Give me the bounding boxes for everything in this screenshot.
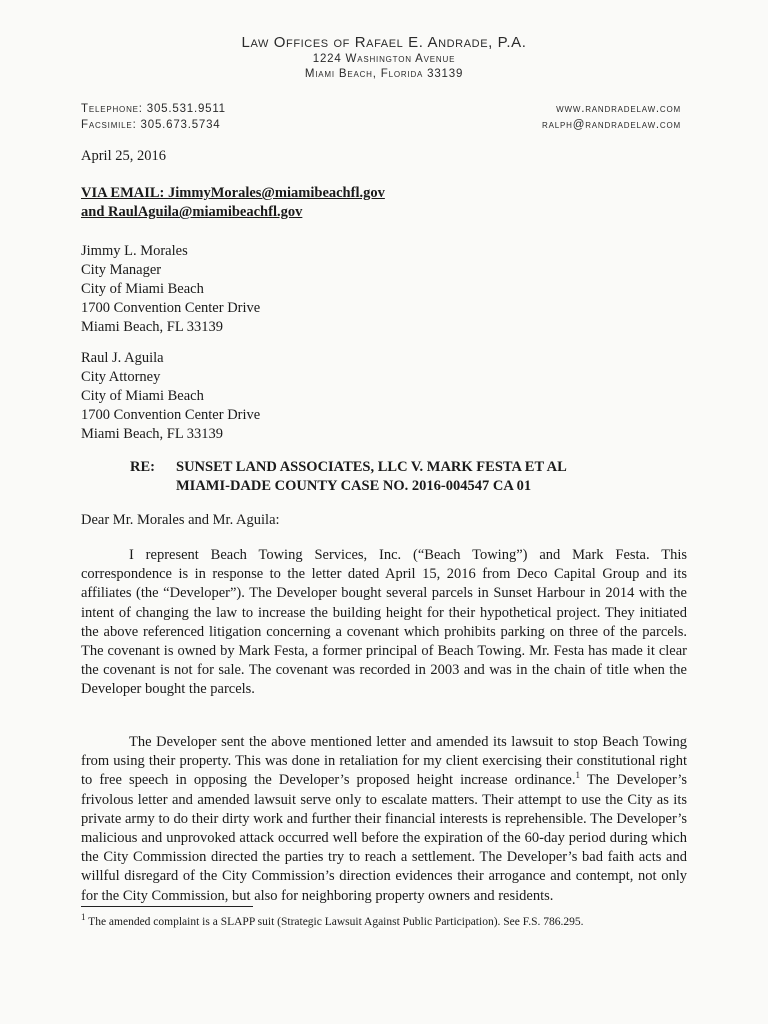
address-line: City Manager <box>81 262 162 278</box>
body-paragraph-1: I represent Beach Towing Services, Inc. (“Beach Towing”) and Mark Festa. This correspondence is in response to the letter dated April 15, 2016 from Deco Capital Group and its affiliates (the “Developer”). The Developer bought several parcels in Sunset Harbour in 2014 with the intent of changing the law to increase the building height for their hypothetical project. They initiated the above referenced litigation concerning a covenant which prohibits parking on three of the parcels. The covenant is owned by Mark Festa, a former principal of Beach Towing. Mr. Festa has made it clear the covenant is not for sale. The covenant was recorded in 2003 and was in the chain of title when the Developer bought the parcels. <box>81 547 687 698</box>
via-line-2: and RaulAguila@miamibeachfl.gov <box>81 204 303 220</box>
footnote-divider <box>81 906 253 907</box>
firm-email: ralph@randradelaw.com <box>542 119 681 131</box>
salutation: Dear Mr. Morales and Mr. Aguila: <box>81 512 280 528</box>
footnote-text: The amended complaint is a SLAPP suit (Strategic Lawsuit Against Public Participation). See F.S. 786.295. <box>85 916 584 928</box>
telephone: Telephone: 305.531.9511 <box>81 103 226 115</box>
footnote-ref: 1 <box>575 770 580 781</box>
letterhead <box>0 34 768 82</box>
via-email <box>81 184 385 222</box>
address-line: Jimmy L. Morales <box>81 243 188 259</box>
address-line: City of Miami Beach <box>81 281 204 297</box>
footnote-mark: 1 <box>81 912 86 923</box>
address-line: Miami Beach, FL 33139 <box>81 319 224 335</box>
letter-date: April 25, 2016 <box>81 148 166 164</box>
re-case-title: SUNSET LAND ASSOCIATES, LLC V. MARK FESTA ET AL <box>176 459 567 475</box>
facsimile: Facsimile: 305.673.5734 <box>81 119 221 131</box>
recipient-address-1 <box>81 242 260 337</box>
address-line: City of Miami Beach <box>81 388 204 404</box>
footnote <box>81 912 584 928</box>
via-line-1: VIA EMAIL: JimmyMorales@miamibeachfl.gov <box>81 185 385 201</box>
address-line: Raul J. Aguila <box>81 350 164 366</box>
re-label: RE: <box>130 459 155 475</box>
address-line: City Attorney <box>81 369 161 385</box>
address-line: Miami Beach, FL 33139 <box>81 426 224 442</box>
website: www.randradelaw.com <box>556 103 681 115</box>
firm-street: 1224 Washington Avenue <box>312 53 456 65</box>
phone-fax-block <box>81 101 226 133</box>
paragraph-2-part-b: The Developer’s frivolous letter and amended lawsuit serve only to escalate matters. Their attempt to use the City as its private army to do their dirty work and further their financial interests is reprehensible. The Developer’s malicious and unprovoked attack occurred well before the expiration of the 60-day period during which the City Commission directed the parties try to reach a settlement. The Developer’s bad faith acts and willful disregard of the City Commission’s direction evidences their arrogance and contempt, not only for the City Commission, but also for neighboring property owners and residents. <box>81 772 687 904</box>
re-case-number: MIAMI-DADE COUNTY CASE NO. 2016-004547 CA 01 <box>176 478 532 494</box>
paragraph-2-part-a: The Developer sent the above mentioned letter and amended its lawsuit to stop Beach Towing from using their property. This was done in retaliation for my client exercising their constitutional right to free speech in opposing the Developer’s proposed height increase ordinance. <box>81 734 687 789</box>
address-line: 1700 Convention Center Drive <box>81 300 261 316</box>
web-email-block <box>542 101 681 133</box>
firm-name: Law Offices of Rafael E. Andrade, P.A. <box>241 34 527 51</box>
recipient-address-2 <box>81 349 260 444</box>
firm-city: Miami Beach, Florida 33139 <box>304 68 464 80</box>
body-paragraph-2 <box>81 733 687 906</box>
address-line: 1700 Convention Center Drive <box>81 407 261 423</box>
